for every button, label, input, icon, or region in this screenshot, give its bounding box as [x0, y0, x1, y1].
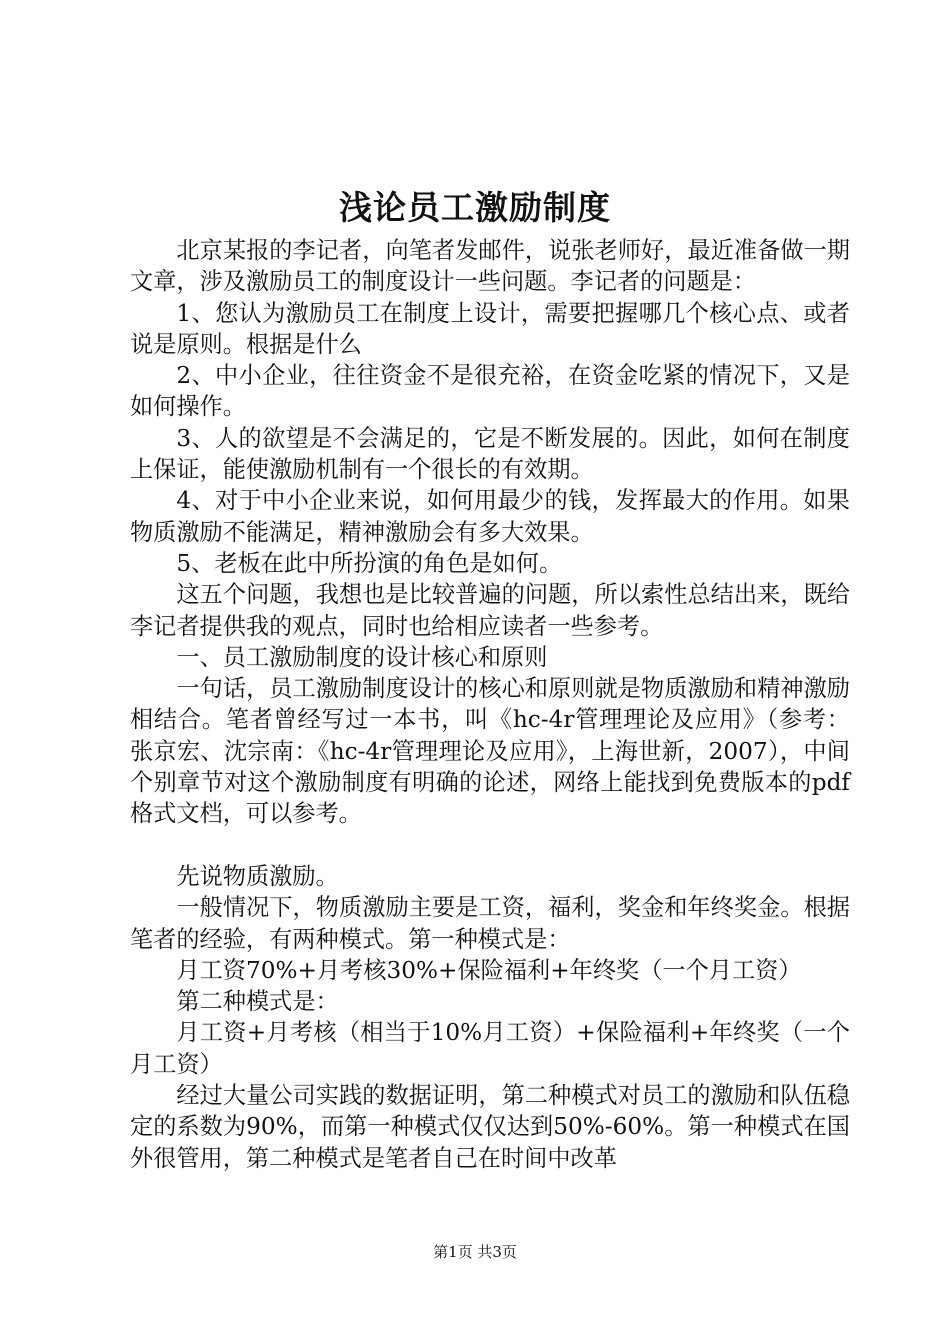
paragraph-mode-2-label: 第二种模式是： — [176, 988, 339, 1016]
paragraph-summary: 这五个问题，我想也是比较普遍的问题，所以索性总结出来，既给李记者提供我的观点，同时也给相应读者一些参考。 — [130, 581, 850, 640]
paragraph-question-3: 3、人的欲望是不会满足的，它是不断发展的。因此，如何在制度上保证，能使激励机制有一个很长的有效期。 — [130, 424, 850, 484]
paragraph-question-4: 4、对于中小企业来说，如何用最少的钱，发挥最大的作用。如果物质激励不能满足，精神激励会有多大效果。 — [130, 487, 850, 546]
page-footer: 第1页 共3页 — [433, 1243, 517, 1261]
paragraph-intro: 北京某报的李记者，向笔者发邮件，说张老师好，最近准备做一期文章，涉及激励员工的制度设计一些问题。李记者的问题是： — [130, 237, 850, 296]
paragraph-material-general: 一般情况下，物质激励主要是工资，福利，奖金和年终奖金。根据笔者的经验，有两种模式。第一种模式是： — [130, 894, 850, 953]
paragraph-evidence: 经过大量公司实践的数据证明，第二种模式对员工的激励和队伍稳定的系数为90%，而第一种模式仅仅达到50%-60%。第一种模式在国外很管用，第二种模式是笔者自己在时间中改革 — [130, 1082, 850, 1172]
paragraph-question-5: 5、老板在此中所扮演的角色是如何。 — [176, 549, 563, 577]
paragraph-mode-1: 月工资70%+月考核30%+保险福利+年终奖（一个月工资） — [176, 956, 802, 984]
paragraph-core-principle: 一句话，员工激励制度设计的核心和原则就是物质激励和精神激励相结合。笔者曾经写过一本书，叫《hc-4r管理理论及应用》（参考：张京宏、沈宗南：《hc-4r管理理论及应用》，上海世新，2007），中间个别章节对这个激励制度有明确的论述，网络上能找到免费版本的pdf格式文档，可以参考。 — [130, 675, 850, 828]
paragraph-question-1: 1、您认为激励员工在制度上设计，需要把握哪几个核心点、或者说是原则。根据是什么 — [130, 299, 850, 358]
blank-line — [130, 830, 850, 861]
paragraph-material-intro: 先说物质激励。 — [176, 862, 339, 890]
document-title: 浅论员工激励制度 — [339, 188, 611, 227]
paragraph-question-2: 2、中小企业，往往资金不是很充裕，在资金吃紧的情况下，又是如何操作。 — [130, 362, 850, 421]
section-heading-1: 一、员工激励制度的设计核心和原则 — [176, 643, 548, 671]
paragraph-mode-2: 月工资+月考核（相当于10%月工资）+保险福利+年终奖（一个月工资） — [130, 1019, 850, 1078]
document-body — [130, 235, 850, 1174]
